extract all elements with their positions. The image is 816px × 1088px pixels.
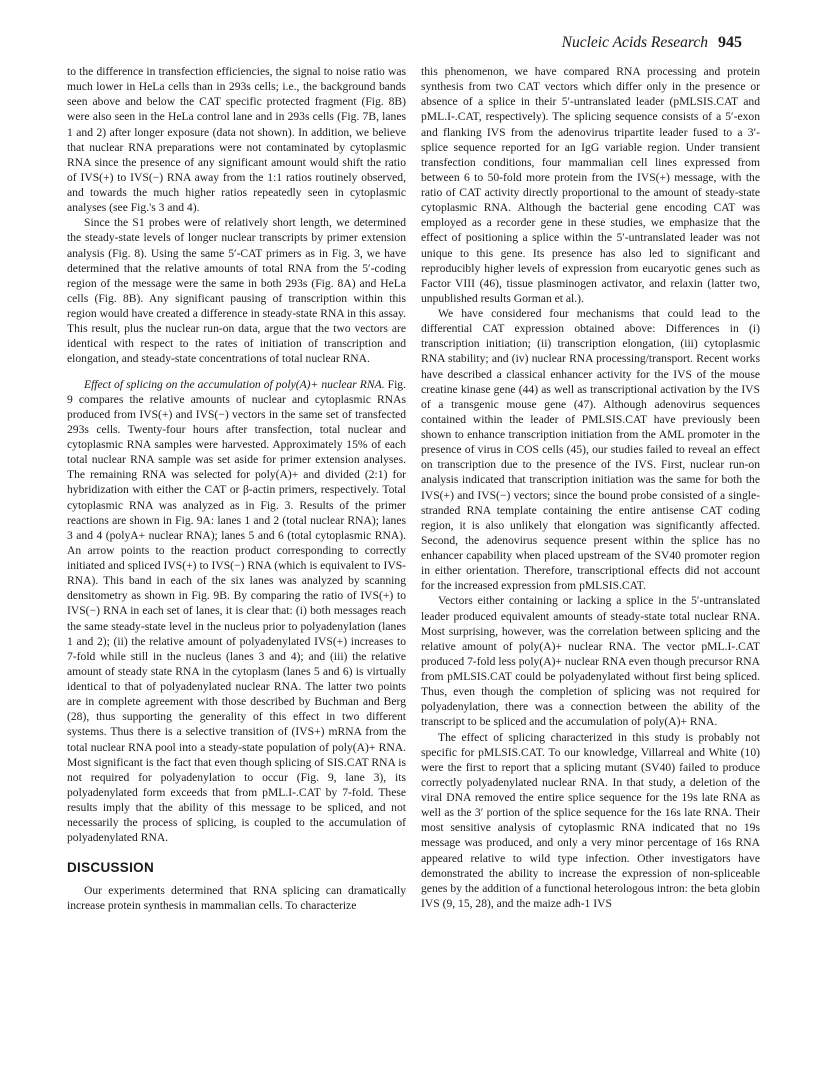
paragraph: Vectors either containing or lacking a splice in the 5′-untranslated leader produced equivalent amounts of steady-state total nuclear RNA. Most surprising, however, was the correlation between splicing and the relative amount of poly(A)+ nuclear RNA. The vector pML.I-.CAT produced 7-fold less poly(A)+ nuclear RNA even though precursor RNA from pMLSIS.CAT could be polyadenylated without first being spliced. Thus, even though the completion of splicing was not required for polyadenylation, there was a connection between the ability of the transcript to be spliced and the accumulation of poly(A)+ RNA. [421,594,760,729]
journal-name: Nucleic Acids Research [561,34,708,51]
running-header [562,34,742,52]
subsection-heading: Effect of splicing on the accumulation of poly(A)+ nuclear RNA. [84,377,385,391]
paragraph: this phenomenon, we have compared RNA processing and protein synthesis from two CAT vectors which differ only in the presence or absence of a splice in their 5′-untranslated leader (pMLSIS.CAT and pML.I-.CAT, respectively). The splicing sequence consists of a 5′-exon and flanking IVS from the adenovirus tripartite leader fused to a 3′-splice sequence reported for an IgG variable region. Under transient transfection conditions, four mammalian cell lines expressed from between 6 to 50-fold more protein from the IVS(+) message, with the ratio of CAT activity directly proportional to the amount of steady-state cytoplasmic RNA. Although the bacterial gene encoding CAT was employed as a recorder gene in these studies, we emphasize that the effect of positioning a splice within the 5′-untranslated leader was not unique to this gene. Its presence has also led to significant and reproducibly higher levels of expression from eucaryotic genes such as Factor VIII (46), tissue plasminogen activator, and relaxin (latter two, unpublished results Gorman et al.). [421,65,760,305]
right-column [421,64,760,911]
paragraph: Since the S1 probes were of relatively short length, we determined the steady-state levels of longer nuclear transcripts by primer extension analysis (Fig. 8). Using the same 5′-CAT primers as in Fig. 3, we have determined that the relative amounts of total RNA from the 5′-coding region of the message were the same in both 293s (Fig. 8A) and HeLa cells (Fig. 8B). Any significant pausing of transcription within this region would have created a difference in steady-state RNA in this assay. This result, plus the nuclear run-on data, argue that the two vectors are identical with respect to the rates of initiation of transcription and elongation, and steady-state concentrations of total nuclear RNA. [67,216,406,366]
paragraph: We have considered four mechanisms that could lead to the differential CAT expression obtained above: Differences in (i) transcription initiation; (ii) transcription elongation, (iii) cytoplasmic RNA stability; and (iv) nuclear RNA processing/transport. Recent works have described a classical enhancer activity for the IVS of the mouse creatine kinase gene (44) as well as transcriptional activation by the IVS of a transgenic mouse gene (47). Although adenovirus sequences contained within the leader of PMLSIS.CAT have previously been shown to enhance transcription initiation from the AML promoter in the presence of virus in COS cells (45), our studies failed to reveal an effect on transcription due to the presence of the IVS. First, nuclear run-on analysis indicated that transcription initiation was the same for both the IVS(+) and IVS(−) vectors; since the bound probe consisted of a single-stranded RNA template containing the entire antisense CAT coding region, it is also unlikely that elongation was significantly affected. Second, the adenovirus sequence present within the splice has no enhancer capability when placed upstream of the SV40 promoter region in either orientation. Therefore, transcriptional effects did not account for the increased expression from pMLSIS.CAT. [421,307,760,593]
left-column [67,64,406,913]
paragraph-body: Fig. 9 compares the relative amounts of nuclear and cytoplasmic RNAs produced from IVS(+) and IVS(−) vectors in the same set of transfected 293s cells. Twenty-four hours after transfection, total nuclear and cytoplasmic RNA samples were harvested. Approximately 15% of each total nuclear RNA sample was set aside for primer extension analyses. The remaining RNA was selected for poly(A)+ and divided (2:1) for hybridization with either the CAT or β-actin primers, respectively. Total cytoplasmic RNA was analyzed as in Fig. 3. Results of the primer reactions are shown in Fig. 9A: lanes 1 and 2 (total nuclear RNA); lanes 3 and 4 (polyA+ nuclear RNA); lanes 5 and 6 (total cytoplasmic RNA). An arrow points to the reaction product corresponding to correctly initiated and spliced IVS(+) to IVS(−) RNA (which is equivalent to IVS-RNA). This band in each of the six lanes was analyzed by scanning densitometry as shown in Fig. 9B. By comparing the ratio of IVS(+) to IVS(−) RNA in each set of lanes, it is clear that: (i) both messages reach the same steady-state level in the nucleus prior to polyadenylation (lanes 1 and 2); (ii) the relative amount of polyadenylated IVS(+) increases to 7-fold while still in the nucleus (lanes 3 and 4); and (iii) the relative amount of steady state RNA in the cytoplasm (lanes 5 and 6) is virtually identical to that of polyadenylated nuclear RNA. The latter two points are in complete agreement with those described by Buchman and Berg (28), thus supporting the generality of this effect in two different systems. Thus there is a selective transition of (IVS+) mRNA from the total nuclear RNA pool into a steady-state population of poly(A)+ RNA. Most significant is the fact that even though splicing of SIS.CAT RNA is not required for polyadenylation to occur (Fig. 9, lane 3), its polyadenylated form exceeds that from pML.I-.CAT by 7-fold. These results imply that the ability of this message to be spliced, and not necessarily the process of splicing, is coupled to the accumulation of polyadenylated RNA. [67,377,406,845]
page-number: 945 [718,34,742,51]
section-heading: DISCUSSION [67,860,155,876]
paragraph: Our experiments determined that RNA splicing can dramatically increase protein synthesis in mammalian cells. To characterize [67,883,406,912]
paragraph: The effect of splicing characterized in this study is probably not specific for pMLSIS.CAT. To our knowledge, Villarreal and White (10) were the first to report that a splicing mutant (SV40) failed to produce correctly polyadenylated nuclear RNA. In that study, a deletion of the viral DNA removed the entire splice sequence for the 19s late RNA as well as the 3′ portion of the splice sequence for the 16s late RNA. Their most sensitive analysis of cytoplasmic RNA indicated that no 19s message was produced, and only a very minor percentage of 16s RNA appeared relative to wild type infection. Other investigators have demonstrated the ability to increase the expression of non-spliceable genes by the addition of a functional heterologous intron: the beta globin IVS (9, 15, 28), and the maize adh-1 IVS [421,730,760,910]
paragraph: to the difference in transfection efficiencies, the signal to noise ratio was much lower in HeLa cells than in 293s cells; i.e., the background bands seen above and below the CAT specific protected fragment (Fig. 8B) were also seen in the HeLa control lane and in 293s cells (Fig. 7B, lanes 1 and 2) after longer exposure (data not shown). In addition, we believe that nuclear RNA preparations were not contaminated by cytoplasmic RNA since the presence of any significant amount would shift the ratio of IVS(+) to IVS(−) RNA away from the 1:1 ratios routinely observed, and towards the much higher ratios repeatedly seen in cytoplasmic analyses (see Fig.'s 3 and 4). [67,65,406,215]
paragraph [67,377,406,846]
